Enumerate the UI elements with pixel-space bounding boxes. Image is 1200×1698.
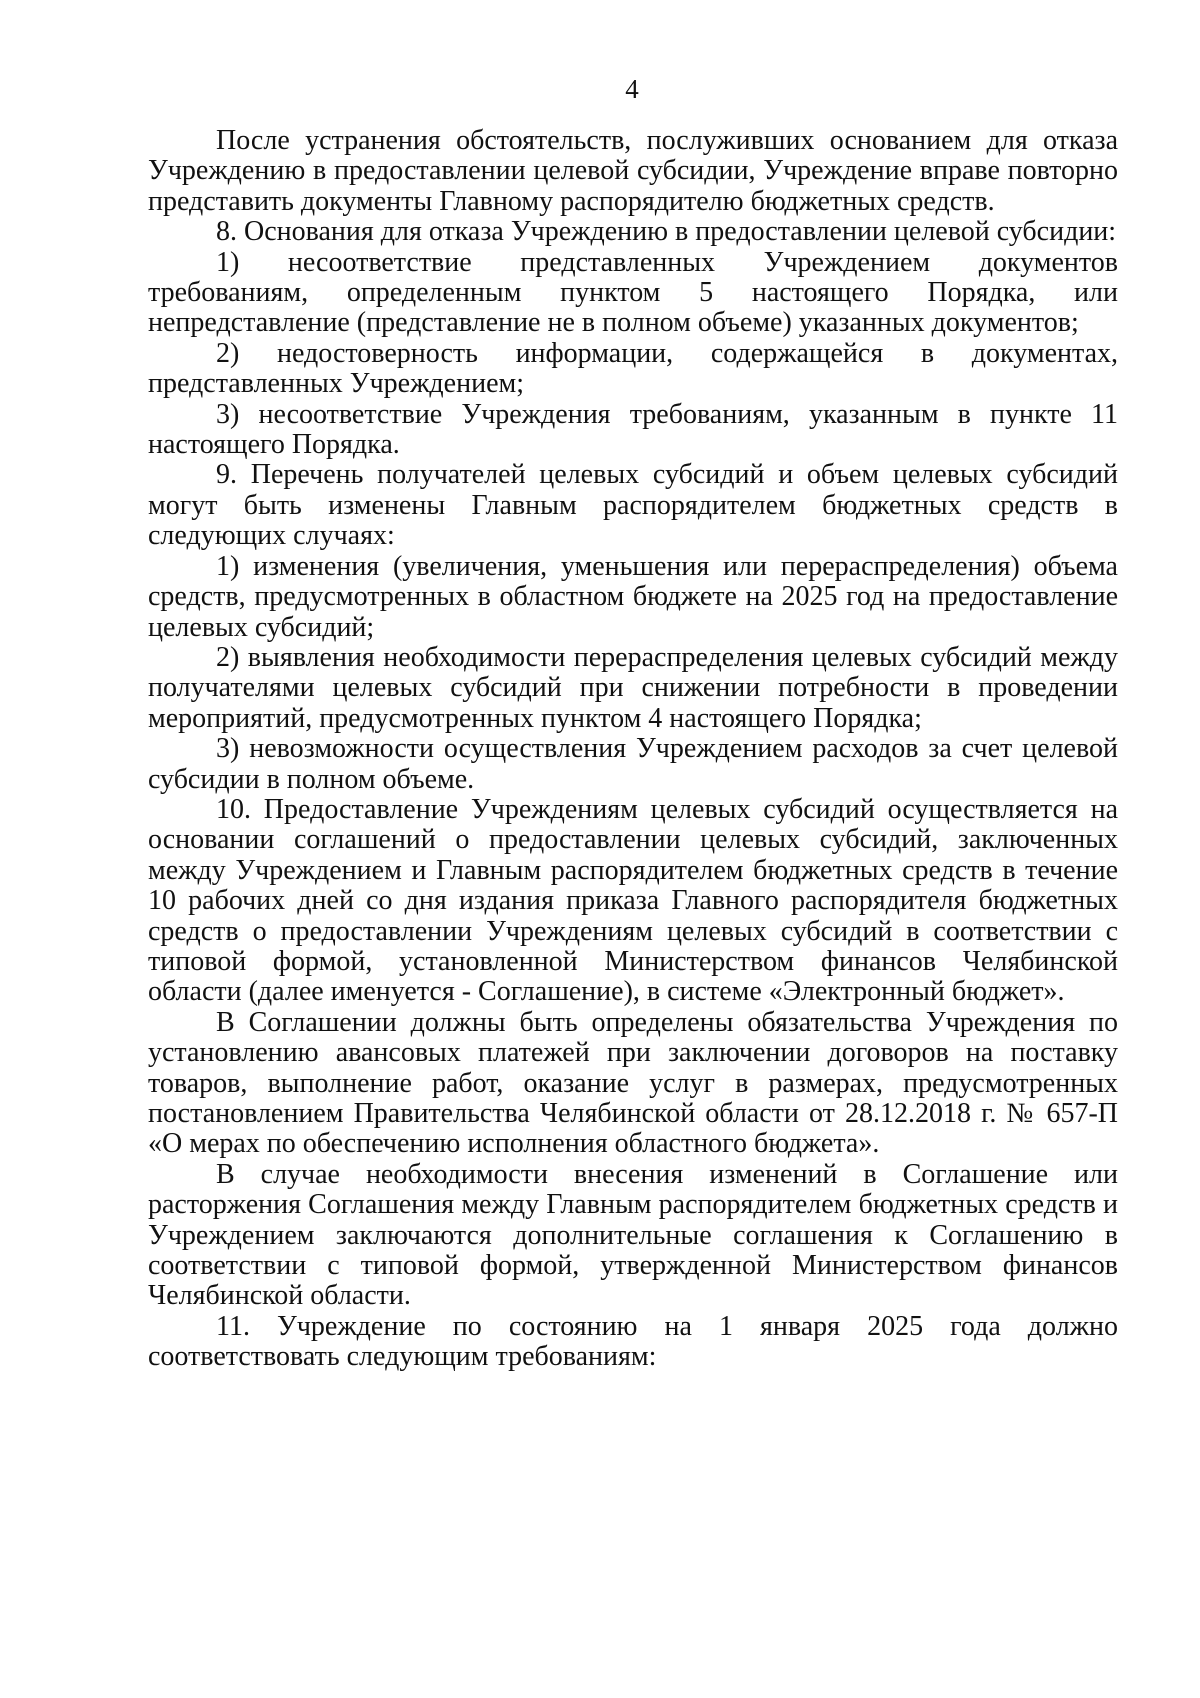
paragraph-8-heading: 8. Основания для отказа Учреждению в предоставлении целевой субсидии:: [216, 216, 1117, 248]
paragraph-8-item-1: 1) несоответствие представленных Учреждением документов требованиям, определенным пунктом 5 настоящего Порядка, или непредставление (представление не в полном объеме) указанных документов;: [148, 246, 1118, 339]
page-number: 4: [625, 74, 639, 104]
paragraph-8-item-2: 2) недостоверность информации, содержащейся в документах, представленных Учреждением;: [148, 337, 1118, 400]
paragraph-10-obligations: В Соглашении должны быть определены обязательства Учреждения по установлению авансовых платежей при заключении договоров на поставку товаров, выполнение работ, оказание услуг в размерах, предусмотренных постановлением Правительства Челябинской области от 28.12.2018 г. № 657-П «О мерах по обеспечению исполнения областного бюджета».: [148, 1006, 1118, 1160]
paragraph-9-item-1: 1) изменения (увеличения, уменьшения или перераспределения) объема средств, предусмотренных в областном бюджете на 2025 год на предоставление целевых субсидий;: [148, 550, 1118, 643]
paragraph-10-amendments: В случае необходимости внесения изменений в Соглашение или расторжения Соглашения между Главным распорядителем бюджетных средств и Учреждением заключаются дополнительные соглашения к Соглашению в соответствии с типовой формой, утвержденной Министерством финансов Челябинской области.: [148, 1158, 1118, 1312]
paragraph-9-item-3: 3) невозможности осуществления Учреждением расходов за счет целевой субсидии в полном объеме.: [148, 733, 1118, 795]
paragraph-9-item-2: 2) выявления необходимости перераспределения целевых субсидий между получателями целевых субсидий при снижении потребности в проведении мероприятий, предусмотренных пунктом 4 настоящего Порядка;: [148, 641, 1118, 734]
paragraph-8-item-3: 3) несоответствие Учреждения требованиям, указанным в пункте 11 настоящего Порядка.: [148, 398, 1118, 461]
paragraph-reapply: После устранения обстоятельств, послуживших основанием для отказа Учреждению в предоставлении целевой субсидии, Учреждение вправе повторно представить документы Главному распорядителю бюджетных средств.: [148, 125, 1118, 217]
paragraph-9-heading: 9. Перечень получателей целевых субсидий и объем целевых субсидий могут быть изменены Главным распорядителем бюджетных средств в следующих случаях:: [148, 459, 1118, 552]
paragraph-10: 10. Предоставление Учреждениям целевых субсидий осуществляется на основании соглашений о предоставлении целевых субсидий, заключенных между Учреждением и Главным распорядителем бюджетных средств в течение 10 рабочих дней со дня издания приказа Главного распорядителя бюджетных средств о предоставлении Учреждениям целевых субсидий в соответствии с типовой формой, установленной Министерством финансов Челябинской области (далее именуется - Соглашение), в системе «Электронный бюджет».: [148, 793, 1118, 1008]
document-body: [148, 126, 1118, 1373]
paragraph-11-heading: 11. Учреждение по состоянию на 1 января 2025 года должно соответствовать следующим требованиям:: [148, 1310, 1118, 1373]
